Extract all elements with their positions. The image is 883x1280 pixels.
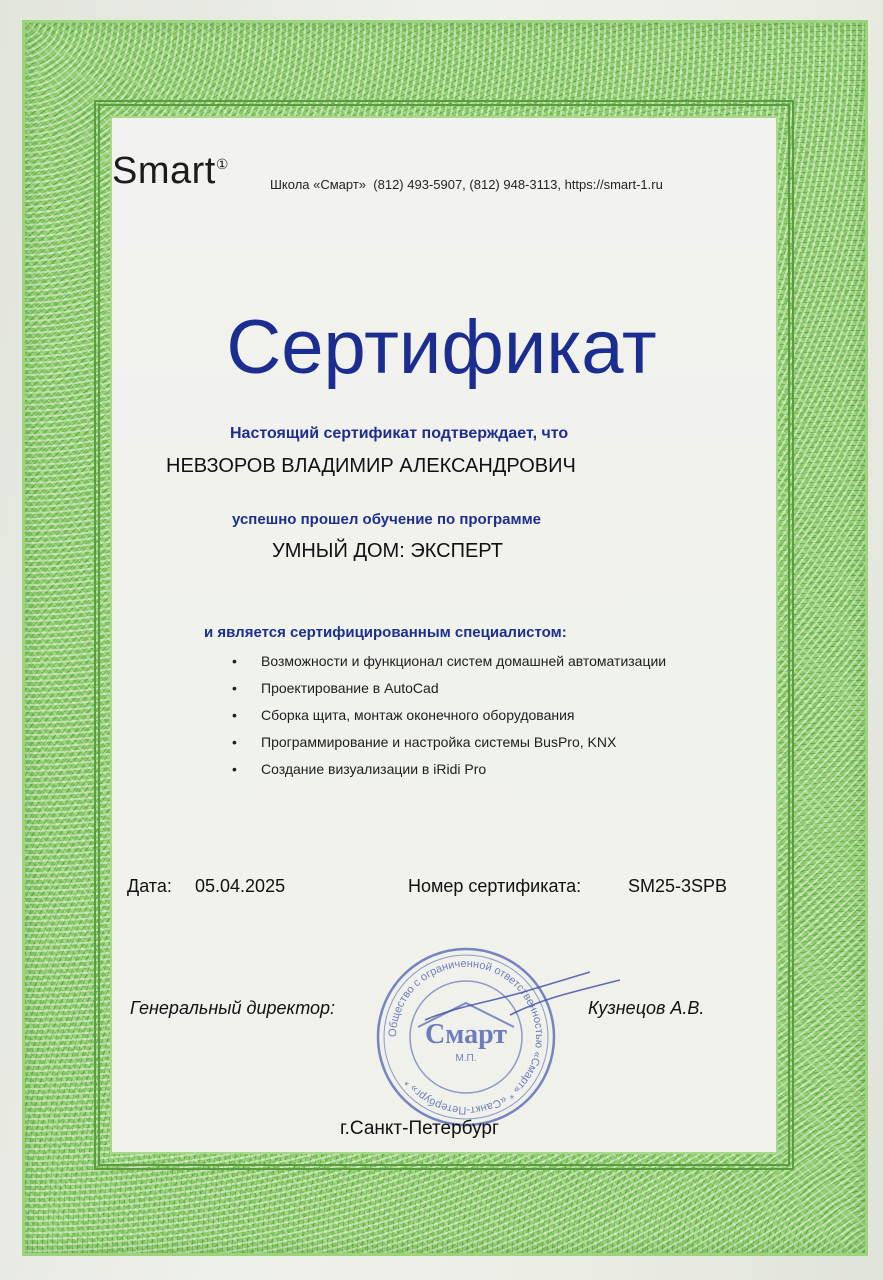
skills-list [232, 650, 666, 785]
bullet-icon: • [232, 707, 237, 723]
director-name: Кузнецов А.В. [588, 998, 705, 1018]
director-label: Генеральный директор: [130, 998, 336, 1018]
school-website: https://smart-1.ru [564, 177, 663, 192]
city: г.Санкт-Петербург [340, 1118, 499, 1139]
school-contacts [270, 177, 663, 192]
recipient-name: НЕВЗОРОВ ВЛАДИМИР АЛЕКСАНДРОВИЧ [166, 455, 576, 477]
certificate-title: Сертификат [226, 305, 657, 390]
list-item: • Сборка щита, монтаж оконечного оборудования [232, 704, 666, 731]
list-item: • Создание визуализации в iRidi Pro [232, 758, 666, 785]
list-item: • Проектирование в AutoCad [232, 677, 666, 704]
date-value: 05.04.2025 [195, 876, 286, 896]
bullet-icon: • [232, 761, 237, 777]
certificate-number-label: Номер сертификата: [408, 876, 582, 896]
program-name: УМНЫЙ ДОМ: ЭКСПЕРТ [272, 540, 503, 562]
date-label: Дата: [127, 876, 172, 896]
director-signature [420, 960, 630, 1040]
logo-mark: ① [215, 156, 229, 172]
bullet-icon: • [232, 653, 237, 669]
smart-logo: Smart① [112, 150, 229, 192]
list-item: • Возможности и функционал систем домашней автоматизации [232, 650, 666, 677]
bullet-icon: • [232, 734, 237, 750]
bullet-icon: • [232, 680, 237, 696]
stamp-ring-text: Общество с ограниченной ответственностью «Смарт» * «Санкт-Петербург» * [386, 957, 546, 1117]
school-name: Школа «Смарт» [270, 177, 367, 192]
stamp-center-text: Смарт [424, 1019, 508, 1050]
list-item: • Программирование и настройка системы BusPro, KNX [232, 731, 666, 758]
certificate-number-value: SM25-3SPB [628, 876, 728, 896]
completed-text: успешно прошел обучение по программе [232, 511, 542, 528]
specialist-text: и является сертифицированным специалистом: [204, 624, 567, 641]
school-phones: (812) 493-5907, (812) 948-3113, [373, 177, 561, 192]
stamp-subtext: М.П. [455, 1053, 477, 1064]
certifies-text: Настоящий сертификат подтверждает, что [230, 425, 569, 442]
